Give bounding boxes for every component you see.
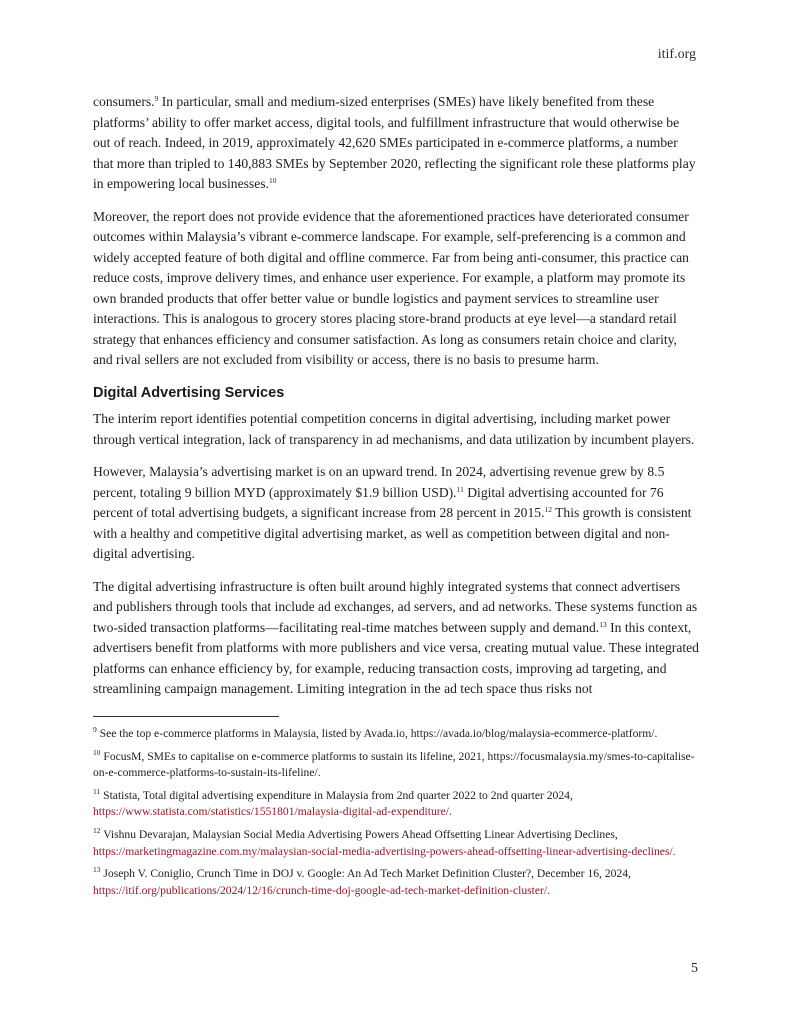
paragraph-2: Moreover, the report does not provide evidence that the aforementioned practices have deteriorated consumer outcomes within Malaysia’s vibrant e-commerce landscape. For example, self-preferencing is a common and widely accepted feature of both digital and offline commerce. Far from being anti-consumer, this practice can reduce costs, improve delivery times, and enhance user experience. For example, a platform may promote its own branded products that offer better value or bundle logistics and payment services to streamline user interactions. This is analogous to grocery stores placing store-brand products at eye level—a standard retail strategy that enhances efficiency and consumer satisfaction. As long as consumers retain choice and clarity, and rival sellers are not excluded from visibility or access, there is no basis to presume harm. xyxy=(93,208,689,367)
paragraph-5-text-a: The digital advertising infrastructure is often built around highly integrated systems that connect advertisers and publishers through tools that include ad exchanges, ad servers, and ad networks. These systems function as two-sided transaction platforms—facilitating real-time matches between supply and demand. xyxy=(93,578,698,635)
footnote-number: 12 xyxy=(93,825,101,835)
footnote-text: Vishnu Devarajan, Malaysian Social Media Advertising Powers Ahead Offsetting Linear Advertising Declines, xyxy=(100,827,618,841)
footnote-text: FocusM, SMEs to capitalise on e-commerce platforms to sustain its lifeline, 2021, https://focusmalaysia.my/smes-to-capitalise-on-e-commerce-platforms-to-sustain-its-lifeline/. xyxy=(93,749,695,780)
footnote-ref-12[interactable]: 12 xyxy=(544,505,552,514)
footnote-text: Joseph V. Coniglio, Crunch Time in DOJ v. Google: An Ad Tech Market Definition Cluster?, December 16, 2024, xyxy=(100,867,631,881)
paragraph-4-text-c: This growth is consistent with a healthy and competitive digital advertising market, as well as competition between digital and non-digital advertising. xyxy=(93,505,692,561)
paragraph-4 xyxy=(93,462,699,565)
footnote-link[interactable]: https://itif.org/publications/2024/12/16/crunch-time-doj-google-ad-tech-market-definition-cluster/. xyxy=(93,883,550,897)
footnote-ref-10[interactable]: 10 xyxy=(268,176,277,185)
body-text xyxy=(93,92,699,712)
footnote-10 xyxy=(93,749,699,782)
footnote-text: See the top e-commerce platforms in Malaysia, listed by Avada.io, https://avada.io/blog/malaysia-ecommerce-platform/. xyxy=(96,727,658,740)
footnote-number: 10 xyxy=(93,747,101,757)
footnote-9 xyxy=(93,726,699,743)
footnote-text: Statista, Total digital advertising expenditure in Malaysia from 2nd quarter 2022 to 2nd quarter 2024, xyxy=(100,788,573,802)
paragraph-4-text-a: However, Malaysia’s advertising market is on an upward trend. In 2024, advertising revenue grew by 8.5 percent, totaling 9 billion MYD (approximately $1.9 billion USD). xyxy=(93,464,665,500)
footnote-number: 13 xyxy=(93,865,101,875)
paragraph-5 xyxy=(93,577,699,700)
footnote-divider xyxy=(93,716,279,717)
page-number: 5 xyxy=(691,961,698,976)
footnote-link[interactable]: https://marketingmagazine.com.my/malaysian-social-media-advertising-powers-ahead-offsetting-linear-advertising-declines/. xyxy=(93,844,676,858)
paragraph-1-text-b: In particular, small and medium-sized enterprises (SMEs) have likely benefited from these platforms’ ability to offer market access, digital tools, and fulfillment infrastructure that would otherwise be out of reach. Indeed, in 2019, approximately 42,620 SMEs participated in e-commerce platforms, a number that more than tripled to 140,883 SMEs by September 2020, reflecting the significant role these platforms play in empowering local businesses. xyxy=(93,94,696,191)
section-heading: Digital Advertising Services xyxy=(93,384,285,401)
footnote-ref-13[interactable]: 13 xyxy=(599,619,607,629)
footnote-13 xyxy=(93,866,699,899)
footnote-11 xyxy=(93,788,699,821)
footnote-number: 9 xyxy=(93,725,97,734)
paragraph-5-text-b: In this context, advertisers benefit from platforms with more publishers and vice versa, creating mutual value. These integrated platforms can enhance efficiency by, for example, reducing transaction costs, improving ad targeting, and streamlining campaign management. Limiting integration in the ad tech space thus risks not xyxy=(93,619,699,696)
footnote-link[interactable]: https://www.statista.com/statistics/1551801/malaysia-digital-ad-expenditure/. xyxy=(93,805,452,819)
footnote-ref-11[interactable]: 11 xyxy=(456,484,464,494)
paragraph-1-text-a: consumers. xyxy=(93,94,155,109)
footnotes xyxy=(93,726,699,905)
footnote-ref-9[interactable]: 9 xyxy=(154,94,159,103)
footnote-12 xyxy=(93,827,699,860)
footnote-number: 11 xyxy=(93,786,101,796)
header-site: itif.org xyxy=(657,47,696,62)
paragraph-4-text-b: Digital advertising accounted for 76 percent of total advertising budgets, a significant increase from 28 percent in 2015. xyxy=(93,484,664,520)
paragraph-3: The interim report identifies potential competition concerns in digital advertising, including market power through vertical integration, lack of transparency in ad mechanisms, and data utilization by incumbent players. xyxy=(93,411,695,447)
paragraph-1 xyxy=(93,92,699,195)
